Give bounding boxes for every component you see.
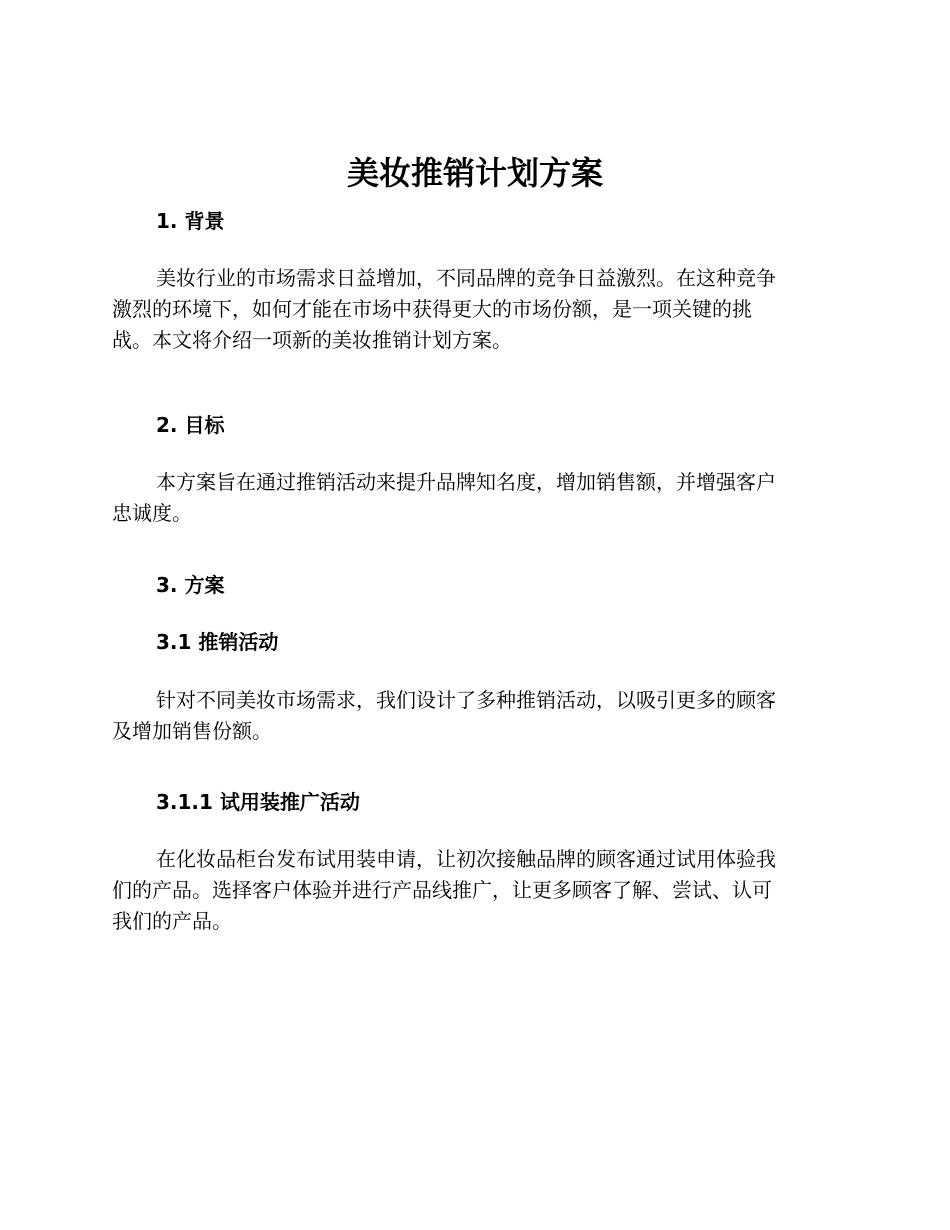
- paragraph-line: 本方案旨在通过推销活动来提升品牌知名度，增加销售额，并增强客户: [156, 470, 776, 494]
- paragraph-line: 战。本文将介绍一项新的美妆推销计划方案。: [112, 328, 512, 352]
- paragraph-line: 在化妆品柜台发布试用装申请，让初次接触品牌的顾客通过试用体验我: [156, 847, 776, 871]
- document-title: 美妆推销计划方案: [346, 154, 603, 192]
- section-heading-background: 1. 背景: [156, 209, 225, 233]
- paragraph-goal: [112, 467, 832, 529]
- paragraph-trial: [112, 844, 832, 937]
- paragraph-line: 针对不同美妆市场需求，我们设计了多种推销活动，以吸引更多的顾客: [156, 688, 776, 712]
- paragraph-line: 激烈的环境下，如何才能在市场中获得更大的市场份额，是一项关键的挑: [112, 297, 752, 321]
- paragraph-line: 忠诚度。: [112, 501, 192, 525]
- paragraph-line: 们的产品。选择客户体验并进行产品线推广，让更多顾客了解、尝试、认可: [112, 878, 772, 902]
- section-heading-trial: 3.1.1 试用装推广活动: [156, 790, 360, 814]
- section-heading-plan: 3. 方案: [156, 573, 225, 597]
- paragraph-line: 美妆行业的市场需求日益增加，不同品牌的竞争日益激烈。在这种竞争: [156, 266, 776, 290]
- paragraph-line: 我们的产品。: [112, 909, 232, 933]
- paragraph-promotion: [112, 685, 832, 747]
- section-heading-goal: 2. 目标: [156, 413, 225, 437]
- section-heading-promotion: 3.1 推销活动: [156, 630, 279, 654]
- paragraph-line: 及增加销售份额。: [112, 719, 272, 743]
- paragraph-background: [112, 263, 832, 356]
